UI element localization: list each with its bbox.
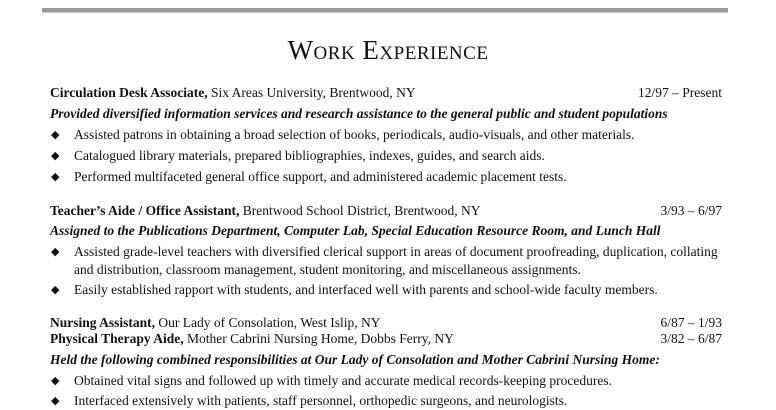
- job-employer: Six Areas University, Brentwood, NY: [207, 85, 416, 100]
- bullet-text: Catalogued library materials, prepared bibliographies, indexes, guides, and search aids.: [74, 148, 545, 163]
- bullet-text: Easily established rapport with students, and interfaced well with parents and school-wide faculty members.: [74, 282, 658, 297]
- diamond-bullet-icon: ◆: [51, 246, 60, 258]
- job-dates: 12/97 – Present: [638, 85, 722, 100]
- section-title: Work Experience: [287, 35, 489, 65]
- job-dates: 3/93 – 6/97: [660, 203, 722, 218]
- job-summary: Assigned to the Publications Department, Computer Lab, Special Education Resource Room, and Lunch Hall: [50, 223, 661, 238]
- list-item: [50, 392, 730, 410]
- job-dates: 3/82 – 6/87: [660, 331, 722, 346]
- list-item: [50, 243, 730, 279]
- list-item: [50, 126, 730, 144]
- job-title: Physical Therapy Aide,: [50, 331, 184, 346]
- bullet-text: Performed multifaceted general office support, and administered academic placement tests.: [74, 169, 567, 184]
- bullet-text: Assisted patrons in obtaining a broad selection of books, periodicals, audio-visuals, and other materials.: [74, 127, 635, 142]
- diamond-bullet-icon: ◆: [51, 150, 60, 162]
- job-title: Circulation Desk Associate,: [50, 85, 208, 100]
- list-item: [50, 281, 730, 299]
- diamond-bullet-icon: ◆: [51, 375, 60, 387]
- diamond-bullet-icon: ◆: [51, 129, 60, 141]
- job-title: Teacher’s Aide / Office Assistant,: [50, 203, 240, 218]
- top-divider: [42, 8, 728, 13]
- job-employer: Mother Cabrini Nursing Home, Dobbs Ferry, NY: [183, 331, 454, 346]
- job-employer: Our Lady of Consolation, West Islip, NY: [155, 315, 381, 330]
- job-header: [50, 330, 722, 348]
- job-summary: Held the following combined responsibilities at Our Lady of Consolation and Mother Cabrini Nursing Home:: [50, 352, 660, 367]
- list-item: [50, 168, 730, 186]
- job-header: [50, 84, 722, 102]
- job-summary: Provided diversified information services and research assistance to the general public and student populations: [50, 106, 668, 121]
- diamond-bullet-icon: ◆: [51, 171, 60, 183]
- job-dates: 6/87 – 1/93: [660, 315, 722, 330]
- job-employer: Brentwood School District, Brentwood, NY: [239, 203, 481, 218]
- diamond-bullet-icon: ◆: [51, 284, 60, 296]
- job-title: Nursing Assistant,: [50, 315, 156, 330]
- diamond-bullet-icon: ◆: [51, 395, 60, 407]
- bullet-text: Interfaced extensively with patients, staff personnel, orthopedic surgeons, and neurologists.: [74, 393, 568, 408]
- bullet-text: Obtained vital signs and followed up with timely and accurate medical records-keeping procedures.: [74, 373, 612, 388]
- list-item: [50, 147, 730, 165]
- list-item: [50, 372, 730, 390]
- bullet-text: Assisted grade-level teachers with diversified clerical support in areas of document proofreading, duplication, collating and distribution, classroom management, student monitoring, and miscellaneous assignments.: [74, 244, 718, 277]
- job-header: [50, 202, 722, 220]
